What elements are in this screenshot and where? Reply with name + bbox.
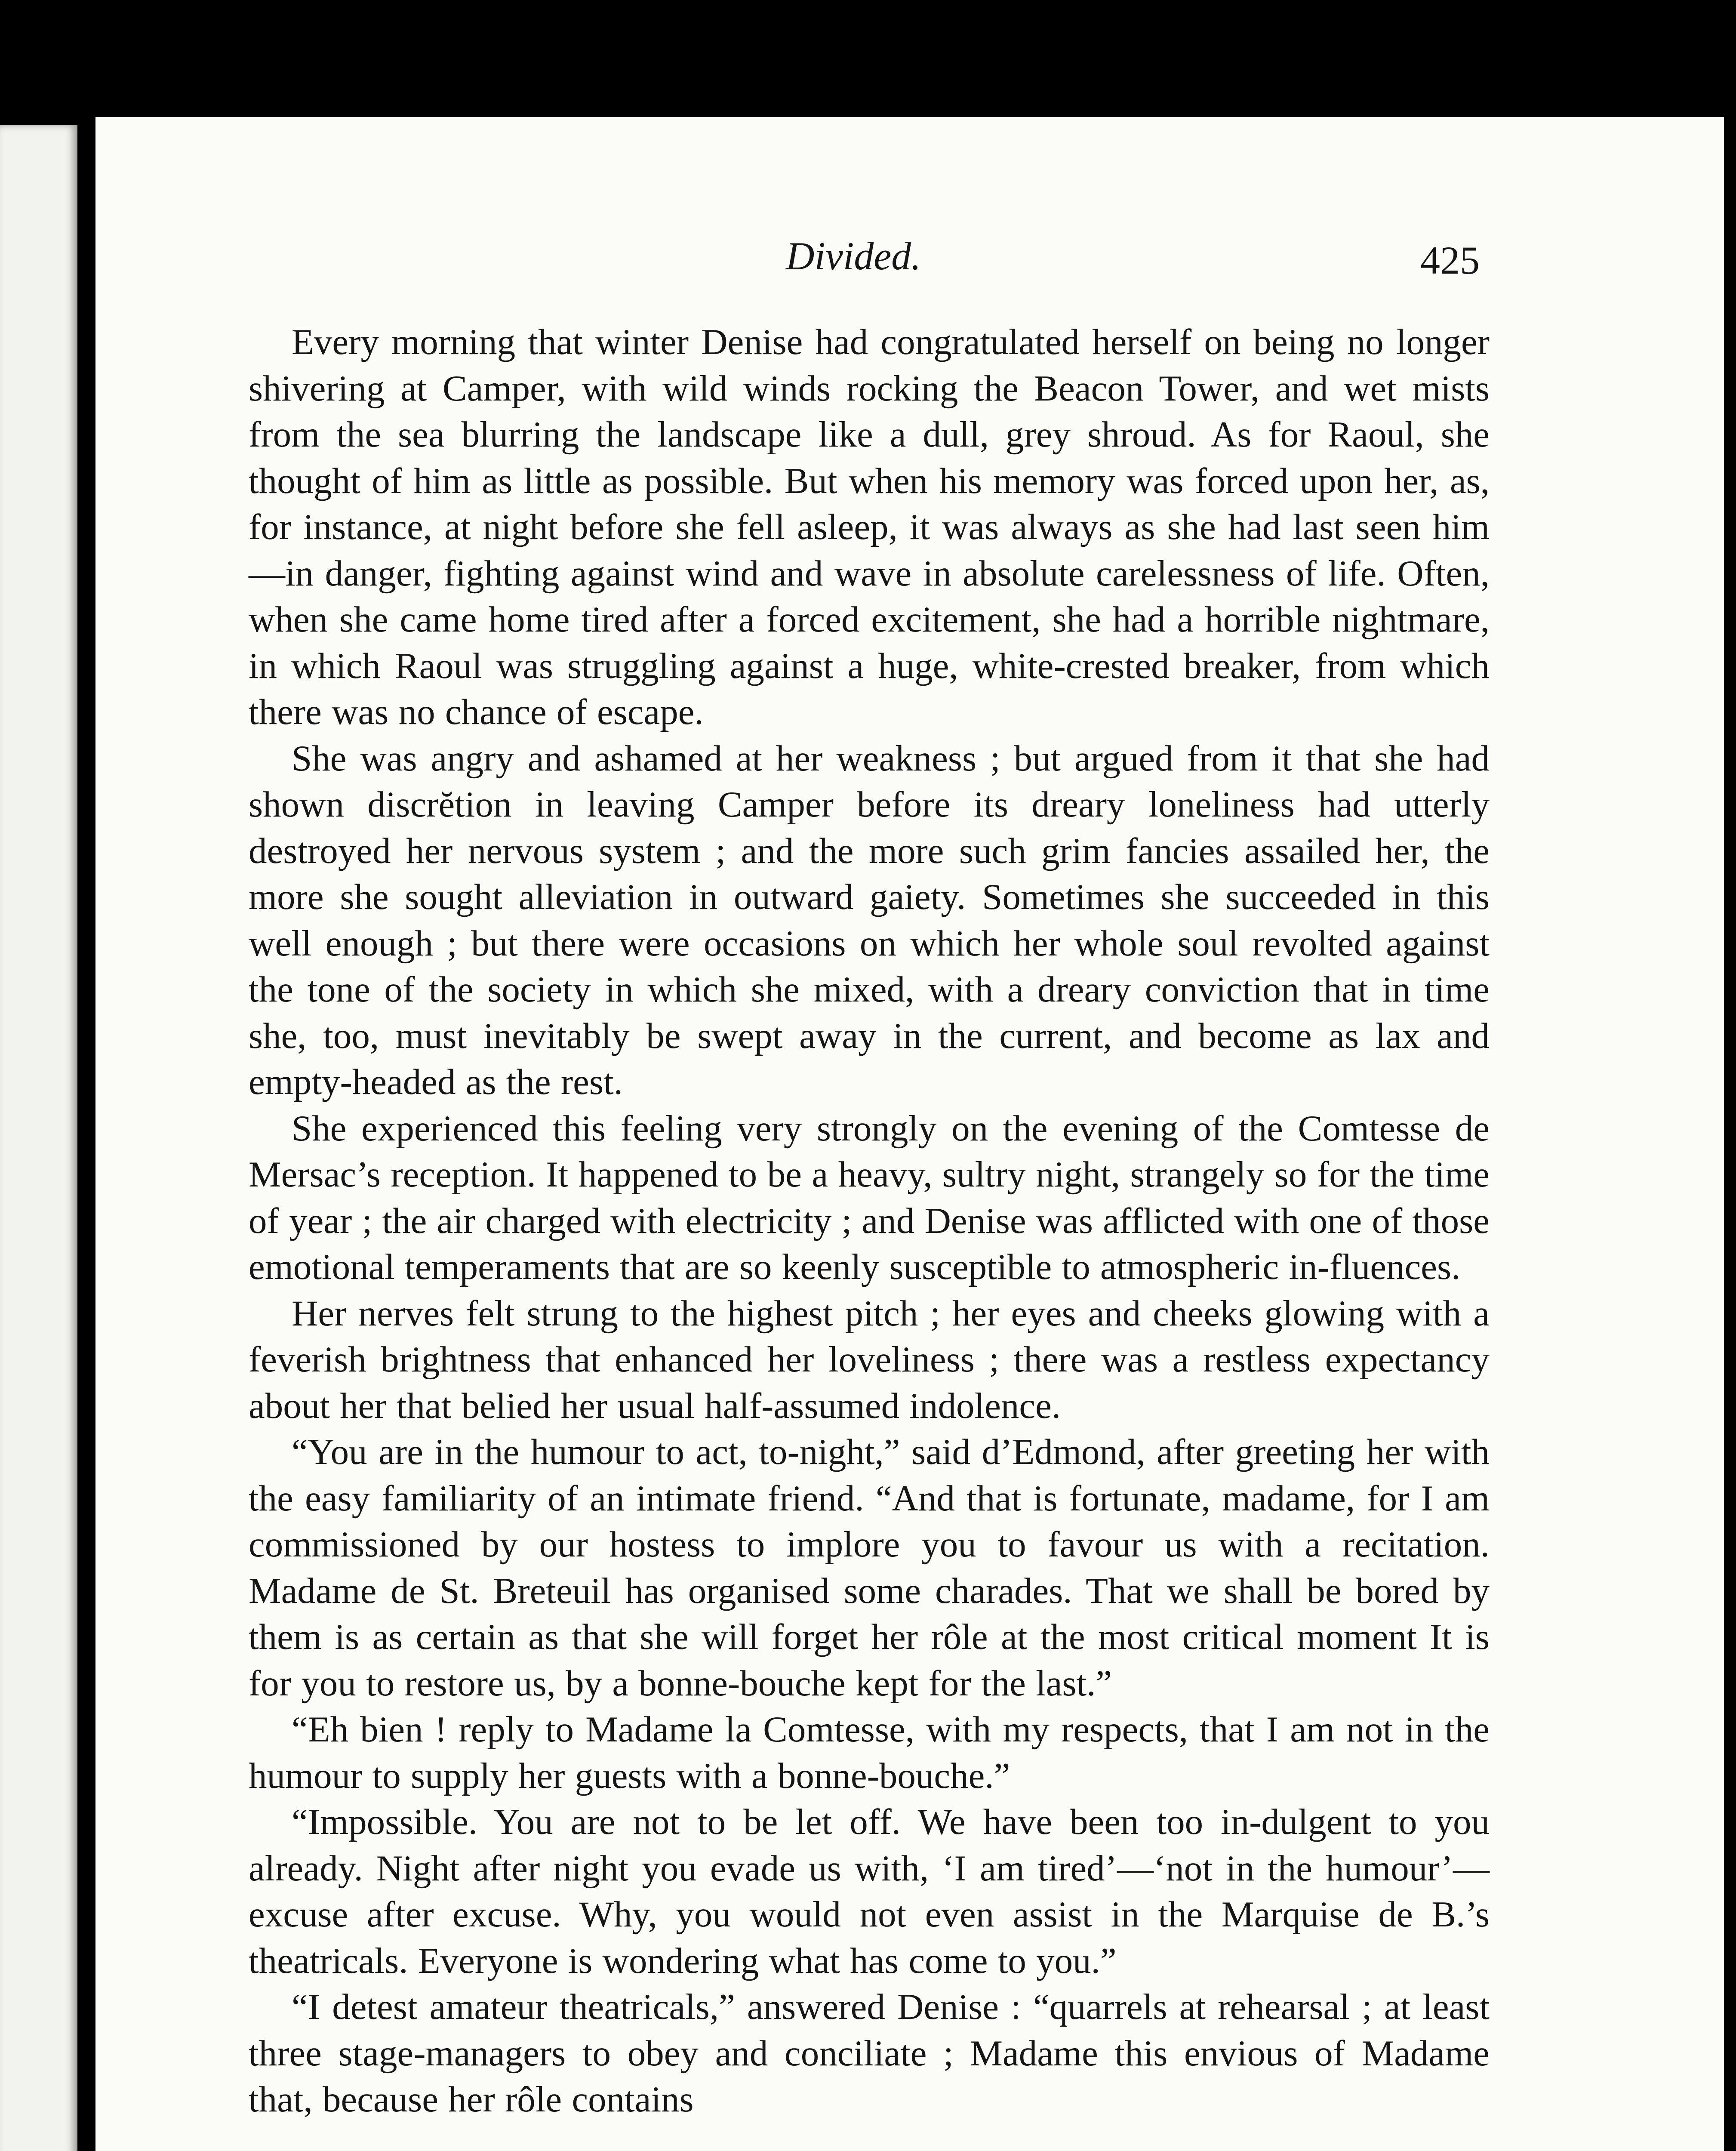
paragraph: Her nerves felt strung to the highest pitch ; her eyes and cheeks glowing with a feverish brightness that enhanced her loveliness ; there was a restless expectancy about her that belied her usual half-assumed indolence. <box>249 1293 1490 1426</box>
paragraph: “You are in the humour to act, to-night,” said d’Edmond, after greeting her with the easy familiarity of an intimate friend. “And that is fortunate, madame, for I am commissioned by our hostess to implore you to favour us with a recitation. Madame de St. Breteuil has organised some charades. That we shall be bored by them is as certain as that she will forget her rôle at the most critical moment It is for you to restore us, by a bonne-bouche kept for the last.” <box>249 1432 1490 1704</box>
paragraph: She was angry and ashamed at her weakness ; but argued from it that she had shown discrĕtion in leaving Camper before its dreary loneliness had utterly destroyed her nervous system ; and the more such grim fancies assailed her, the more she sought alleviation in outward gaiety. Sometimes she succeeded in this well enough ; but there were occasions on which her whole soul revolted against the tone of the society in which she mixed, with a dreary conviction that in time she, too, must inevitably be swept away in the current, and become as lax and empty-headed as the rest. <box>249 738 1490 1102</box>
paragraph: “Impossible. You are not to be let off. We have been too in-dulgent to you already. Night after night you evade us with, ‘I am tired’—‘not in the humour’—excuse after excuse. Why, you would not even assist in the Marquise de B.’s theatricals. Everyone is wondering what has come to you.” <box>249 1802 1490 1981</box>
paragraph: “I detest amateur theatricals,” answered Denise : “quarrels at rehearsal ; at least three stage-managers to obey and conciliate ; Madame this envious of Madame that, because her rôle contains <box>249 1987 1490 2120</box>
paragraph: She experienced this feeling very strongly on the evening of the Comtesse de Mersac’s reception. It happened to be a heavy, sultry night, strangely so for the time of year ; the air charged with electricity ; and Denise was afflicted with one of those emotional temperaments that are so keenly susceptible to atmospheric in-fluences. <box>249 1108 1490 1287</box>
book-page <box>95 117 1724 2151</box>
body-text <box>249 319 1490 2123</box>
paragraph: “Eh bien ! reply to Madame la Comtesse, with my respects, that I am not in the humour to supply her guests with a bonne-bouche.” <box>249 1709 1490 1796</box>
running-title: Divided. <box>786 234 921 278</box>
paragraph: Every morning that winter Denise had congratulated herself on being no longer shivering at Camper, with wild winds rocking the Beacon Tower, and wet mists from the sea blurring the landscape like a dull, grey shroud. As for Raoul, she thought of him as little as possible. But when his memory was forced upon her, as, for instance, at night before she fell asleep, it was always as she had last seen him—in danger, fighting against wind and wave in absolute carelessness of life. Often, when she came home tired after a forced excitement, she had a horrible nightmare, in which Raoul was struggling against a huge, white-crested breaker, from which there was no chance of escape. <box>249 322 1490 732</box>
page-number: 425 <box>1420 238 1480 282</box>
facing-page-edge <box>0 125 77 2151</box>
